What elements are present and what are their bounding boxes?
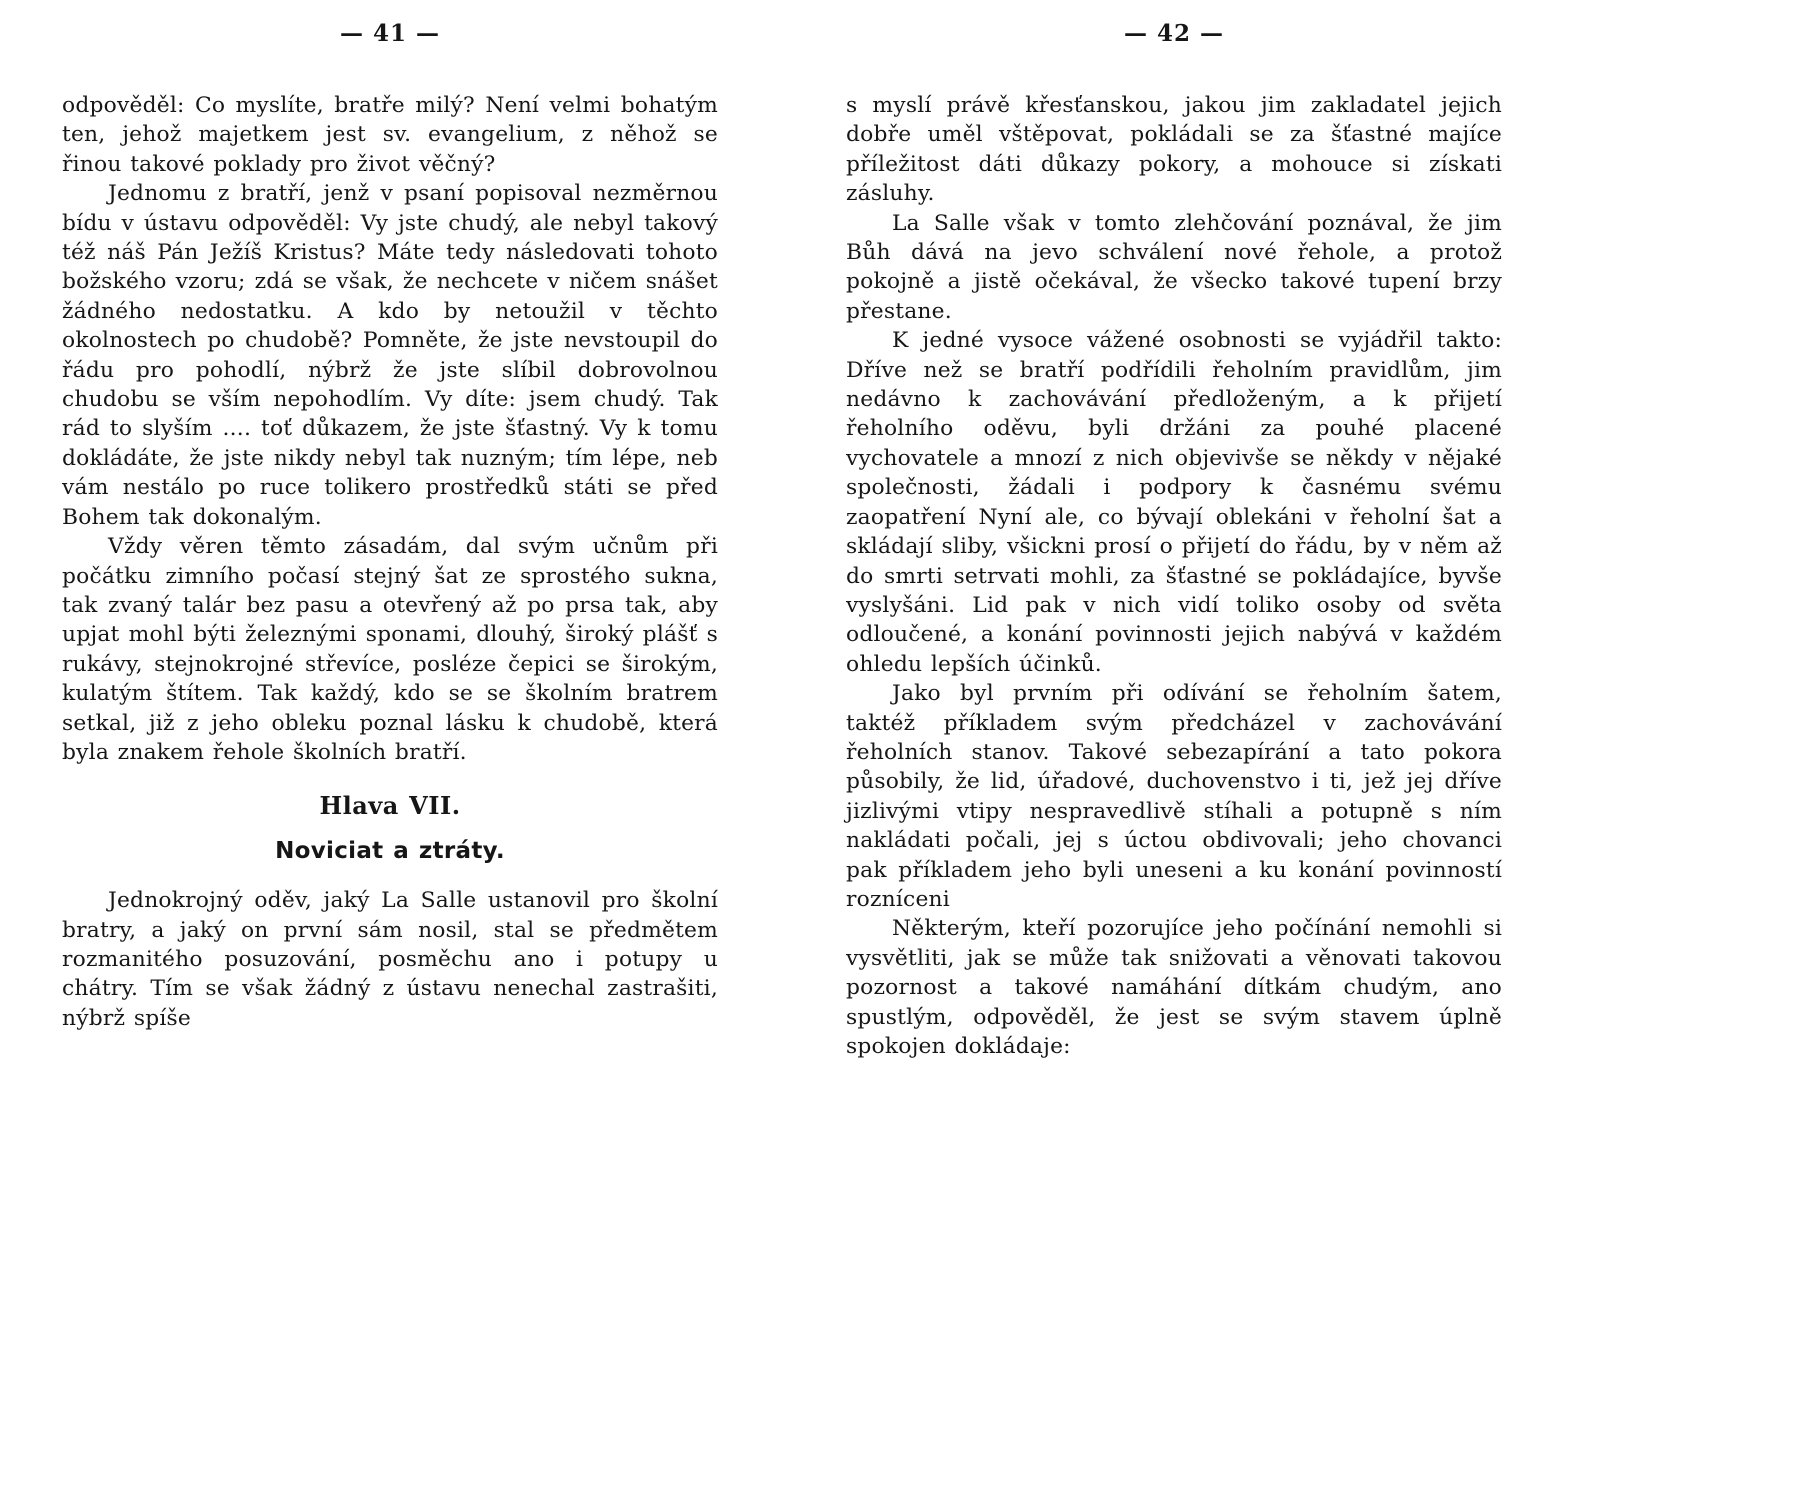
- section-heading: Noviciat a ztráty.: [275, 837, 505, 864]
- paragraph: Jako byl prvním při odívání se řeholním šatem, taktéž příkladem svým předcházel v zachovávání řeholních stanov. Takové sebezapírání a tato pokora působily, že lid, úřadové, duchovenstvo i ti, jež jej dříve jizlivými vtipy nespravedlivě stíhali a potupně s ním nakládati počali, jej s úctou obdivovali; jeho chovanci pak příkladem jeho byli uneseni a ku konání povinností rozníceni: [846, 681, 1502, 912]
- page-41-text: [62, 91, 718, 1033]
- paragraph: s myslí právě křesťanskou, jakou jim zakladatel jejich dobře uměl vštěpovat, pokládali se za šťastné majíce příležitost dáti důkazy pokory, a mohouce si získati zásluhy.: [846, 93, 1502, 207]
- chapter-heading: Hlava VII.: [319, 791, 461, 821]
- paragraph: La Salle však v tomto zlehčování poznával, že jim Bůh dává na jevo schválení nové řehole, a protož pokojně a jistě očekával, že všecko takové tupení brzy přestane.: [846, 210, 1502, 324]
- paragraph: Některým, kteří pozorujíce jeho počínání nemohli si vysvětliti, jak se může tak snižovati a věnovati takovou pozornost a takové namáhání dítkám chudým, ano spustlým, odpověděl, že jest se svým stavem úplně spokojen dokládaje:: [846, 916, 1502, 1059]
- page-42-text: [846, 91, 1502, 1061]
- paragraph: Vždy věren těmto zásadám, dal svým učnům při počátku zimního počasí stejný šat ze sprostého sukna, tak zvaný talár bez pasu a otevřený až po prsa tak, aby upjat mohl býti železnými sponami, dlouhý, široký plášť s rukávy, stejnokrojné střevíce, posléze čepici se širokým, kulatým štítem. Tak každý, kdo se se školním bratrem setkal, již z jeho obleku poznal lásku k chudobě, která byla znakem řehole školních bratří.: [62, 534, 718, 765]
- page-number-41: — 41 —: [339, 20, 441, 47]
- page-42: [846, 16, 1502, 1061]
- paragraph: K jedné vysoce vážené osobnosti se vyjádřil takto: Dříve než se bratří podřídili řeholním pravidlům, jim nedávno k zachovávání předloženým, a k přijetí řeholního oděvu, byli držáni za pouhé placené vychovatele a mnozí z nich objevivše se někdy v nějaké společnosti, žádali i podpory k časnému svému zaopatření Nyní ale, co bývají oblekáni v řeholní šat a skládají sliby, všickni prosí o přijetí do řádu, by v něm až do smrti setrvati mohli, za šťastné se pokládajíce, byvše vyslyšáni. Lid pak v nich vidí toliko osoby od světa odloučené, a konání povinnosti jejich nabývá v každém ohledu lepších účinků.: [846, 328, 1502, 677]
- page-number-42: — 42 —: [1123, 20, 1225, 47]
- paragraph: Jednomu z bratří, jenž v psaní popisoval nezměrnou bídu v ústavu odpověděl: Vy jste chudý, ale nebyl takový též náš Pán Ježíš Kristus? Máte tedy následovati tohoto božského vzoru; zdá se však, že nechcete v ničem snášet žádného nedostatku. A kdo by netoužil v těchto okolnostech po chudobě? Pomněte, že jste nevstoupil do řádu pro pohodlí, nýbrž že jste slíbil dobrovolnou chudobu se vším nepohodlím. Vy díte: jsem chudý. Tak rád to slyším .... toť důkazem, že jste šťastný. Vy k tomu dokládáte, že jste nikdy nebyl tak nuzným; tím lépe, neb vám nestálo po ruce tolikero prostředků státi se před Bohem tak dokonalým.: [62, 181, 718, 530]
- paragraph: odpověděl: Co myslíte, bratře milý? Není velmi bohatým ten, jehož majetkem jest sv. evangelium, z něhož se řinou takové poklady pro život věčný?: [62, 93, 718, 177]
- page-41: [62, 16, 718, 1061]
- paragraph: Jednokrojný oděv, jaký La Salle ustanovil pro školní bratry, a jaký on první sám nosil, stal se předmětem rozmanitého posuzování, posměchu ano i potupy u chátry. Tím se však žádný z ústavu nenechal zastrašiti, nýbrž spíše: [62, 888, 718, 1031]
